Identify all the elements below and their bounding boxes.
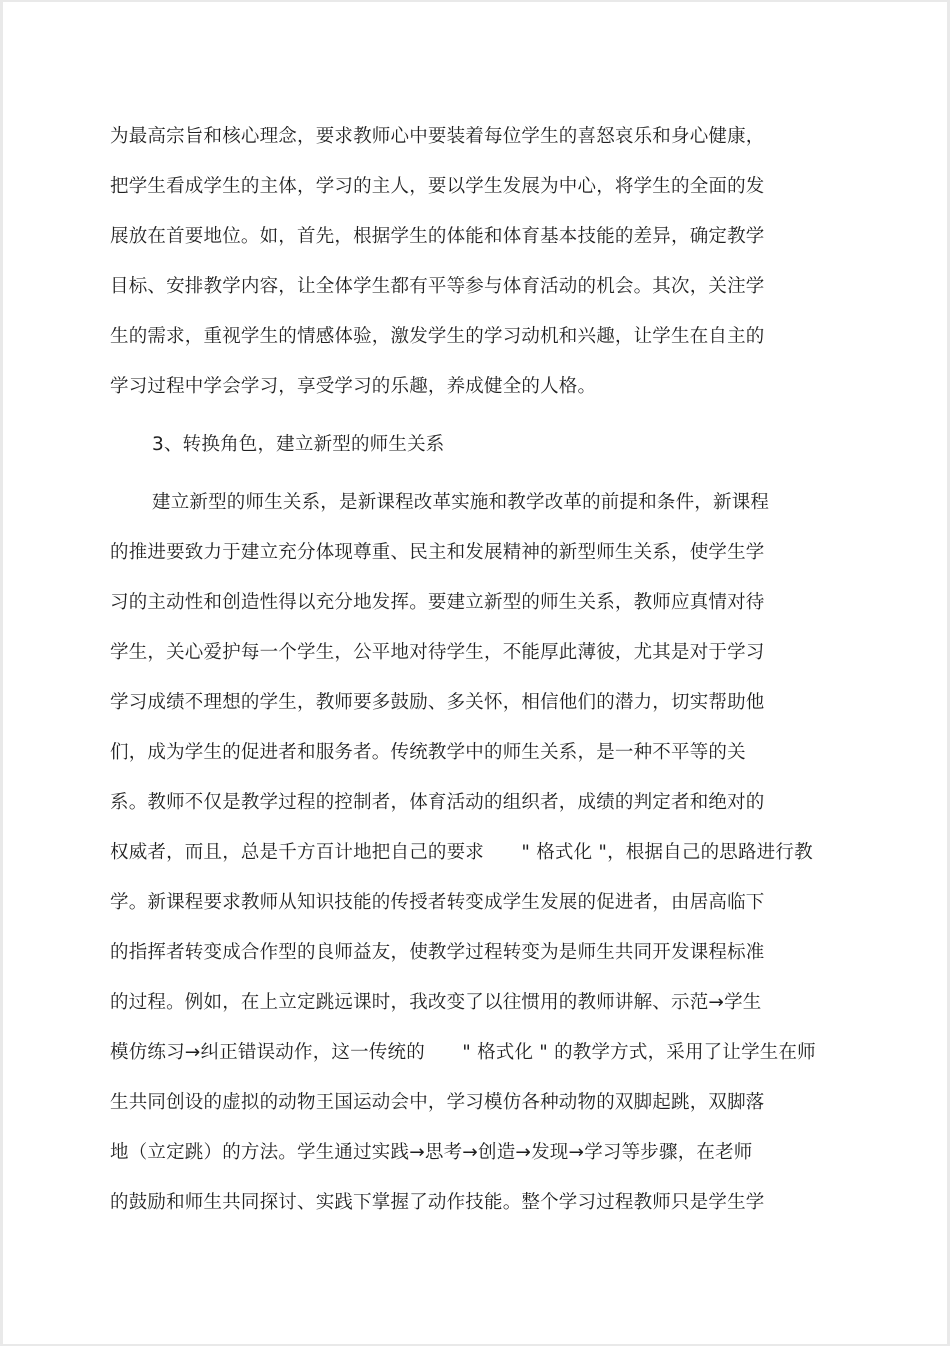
paragraph-first-line: 建立新型的师生关系，是新课程改革实施和教学改革的前提和条件，新课程 (152, 492, 770, 513)
text-line: 习的主动性和创造性得以充分地发挥。要建立新型的师生关系，教师应真情对待 (110, 592, 765, 613)
text-line: 生的需求，重视学生的情感体验，激发学生的学习动机和兴趣，让学生在自主的 (110, 326, 765, 347)
text-line: 权威者，而且，总是千方百计地把自己的要求 " 格式化 "，根据自己的思路进行教 (110, 842, 813, 863)
text-line: 的鼓励和师生共同探讨、实践下掌握了动作技能。整个学习过程教师只是学生学 (110, 1192, 765, 1213)
text-line: 系。教师不仅是教学过程的控制者，体育活动的组织者，成绩的判定者和绝对的 (110, 792, 765, 813)
text-line: 为最高宗旨和核心理念，要求教师心中要装着每位学生的喜怒哀乐和身心健康， (110, 126, 765, 147)
text-line: 展放在首要地位。如，首先，根据学生的体能和体育基本技能的差异，确定教学 (110, 226, 765, 247)
document-page (3, 2, 947, 1344)
document-body (110, 121, 830, 1237)
text-line: 学习成绩不理想的学生，教师要多鼓励、多关怀，相信他们的潜力，切实帮助他 (110, 692, 765, 713)
text-line: 的推进要致力于建立充分体现尊重、民主和发展精神的新型师生关系，使学生学 (110, 542, 765, 563)
text-line: 的过程。例如，在上立定跳远课时，我改变了以往惯用的教师讲解、示范→学生 (110, 992, 762, 1013)
text-line: 学生，关心爱护每一个学生，公平地对待学生，不能厚此薄彼，尤其是对于学习 (110, 642, 765, 663)
text-line: 的指挥者转变成合作型的良师益友，使教学过程转变为是师生共同开发课程标准 (110, 942, 765, 963)
text-line: 生共同创设的虚拟的动物王国运动会中，学习模仿各种动物的双脚起跳，双脚落 (110, 1092, 765, 1113)
text-line: 目标、安排教学内容，让全体学生都有平等参与体育活动的机会。其次，关注学 (110, 276, 765, 297)
section-heading: 3、转换角色，建立新型的师生关系 (152, 434, 445, 455)
text-line: 学。新课程要求教师从知识技能的传授者转变成学生发展的促进者，由居高临下 (110, 892, 765, 913)
text-line: 地（立定跳）的方法。学生通过实践→思考→创造→发现→学习等步骤，在老师 (110, 1142, 753, 1163)
text-line: 把学生看成学生的主体，学习的主人，要以学生发展为中心，将学生的全面的发 (110, 176, 765, 197)
text-line: 学习过程中学会学习，享受学习的乐趣，养成健全的人格。 (110, 376, 597, 397)
text-line: 们，成为学生的促进者和服务者。传统教学中的师生关系，是一种不平等的关 (110, 742, 746, 763)
text-line: 模仿练习→纠正错误动作，这一传统的 " 格式化 " 的教学方式，采用了让学生在师 (110, 1042, 816, 1063)
